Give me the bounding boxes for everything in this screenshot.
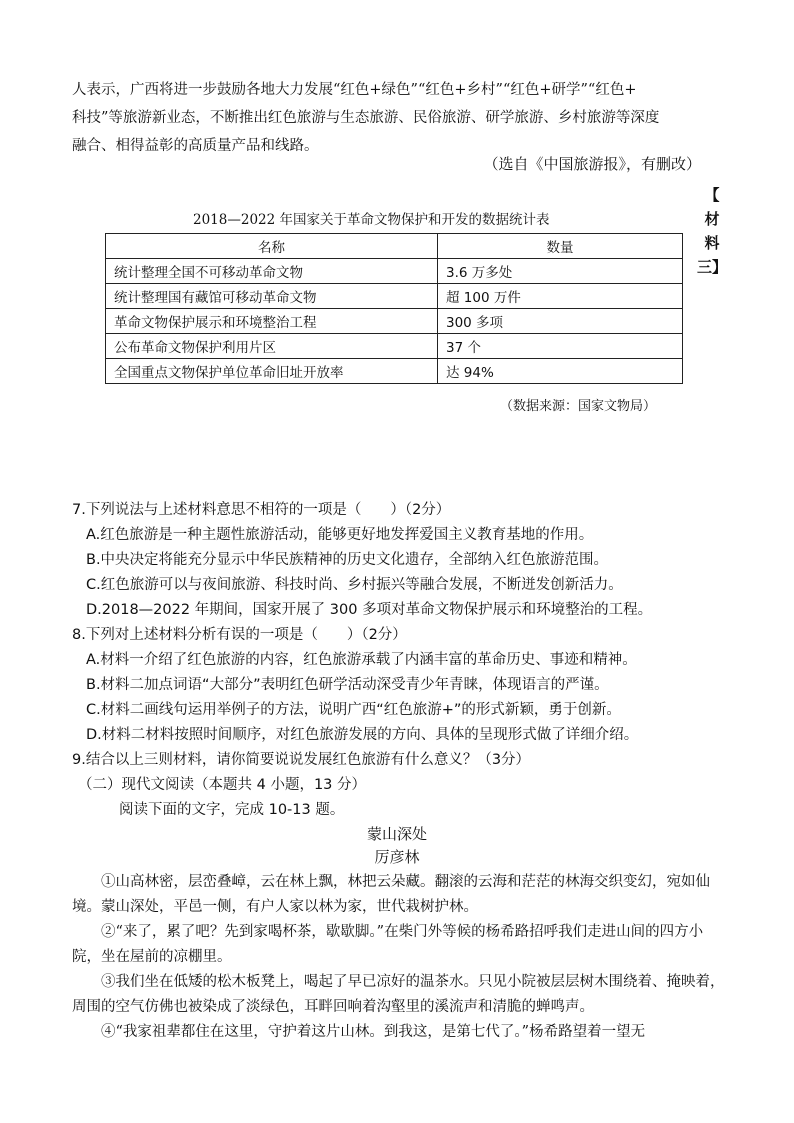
article-source: （选自《中国旅游报》，有删改）: [483, 155, 701, 173]
section-heading: （二）现代文阅读（本题共 4 小题，13 分）: [78, 777, 367, 793]
article-paragraph-1: ①山高林密，层峦叠嶂，云在林上飘，林把云朵藏。翻滚的云海和茫茫的林海交织变幻，宛如仙境。蒙山深处，平邑一侧，有户人家以林为家，世代栽树护林。: [72, 874, 710, 915]
intro-line-3: 融合、相得益彰的高质量产品和线路。: [72, 138, 319, 154]
intro-line-2: 科技”等旅游新业态，不断推出红色旅游与生态旅游、民俗旅游、研学旅游、乡村旅游等深度: [72, 110, 660, 126]
article-author: 厉彦林: [374, 848, 420, 866]
statistics-table: [105, 233, 683, 384]
article-title: 蒙山深处: [366, 825, 427, 843]
table-cell-quantity: 达 94%: [438, 359, 683, 384]
question-8-option-a: A.材料一介绍了红色旅游的内容，红色旅游承载了内涵丰富的革命历史、事迹和精神。: [86, 652, 637, 668]
table-title: 2018—2022 年国家关于革命文物保护和开发的数据统计表: [193, 212, 550, 228]
data-source: （数据来源：国家文物局）: [500, 399, 657, 414]
table-row: [106, 259, 683, 284]
table-cell-name: 统计整理国有藏馆可移动革命文物: [106, 284, 438, 309]
table-header-quantity: 数量: [438, 234, 683, 259]
material-label-char: 材: [704, 210, 720, 228]
table-row: [106, 334, 683, 359]
table-cell-name: 全国重点文物保护单位革命旧址开放率: [106, 359, 438, 384]
table-header-name: 名称: [106, 234, 438, 259]
question-7-option-a: A.红色旅游是一种主题性旅游活动，能够更好地发挥爱国主义教育基地的作用。: [86, 527, 594, 543]
material-label-char: 【: [704, 186, 720, 204]
table-row: [106, 284, 683, 309]
question-7-option-b: B.中央决定将能充分显示中华民族精神的历史文化遗存，全部纳入红色旅游范围。: [86, 552, 609, 568]
material-label-char: 三】: [697, 258, 728, 276]
table-cell-quantity: 37 个: [438, 334, 683, 359]
table-cell-quantity: 3.6 万多处: [438, 259, 683, 284]
question-7-option-d: D.2018—2022 年期间，国家开展了 300 多项对革命文物保护展示和环境整治的工程。: [86, 602, 653, 618]
question-7-option-c: C.红色旅游可以与夜间旅游、科技时尚、乡村振兴等融合发展，不断迸发创新活力。: [86, 577, 623, 593]
question-9: 9.结合以上三则材料，请你简要说说发展红色旅游有什么意义？（3分）: [72, 752, 531, 768]
question-8-option-d: D.材料二材料按照时间顺序，对红色旅游发展的方向、具体的呈现形式做了详细介绍。: [86, 727, 639, 743]
question-8-option-b: B.材料二加点词语“大部分”表明红色研学活动深受青少年青睐，体现语言的严谨。: [86, 677, 609, 693]
table-header-row: [106, 234, 683, 259]
question-8-option-c: C.材料二画线句运用举例子的方法，说明广西“红色旅游+”的形式新颖，勇于创新。: [86, 702, 621, 718]
section-instruction: 阅读下面的文字，完成 10-13 题。: [119, 802, 345, 818]
article-paragraph-3: ③我们坐在低矮的松木板凳上，喝起了早已凉好的温茶水。只见小院被层层树木围绕着、掩映着，周围的空气仿佛也被染成了淡绿色，耳畔回响着沟壑里的溪流声和清脆的蝉鸣声。: [72, 974, 725, 1015]
intro-line-1: 人表示，广西将进一步鼓励各地大力发展“红色+绿色”“红色+乡村”“红色+研学”“红色+: [72, 82, 637, 98]
table-cell-name: 公布革命文物保护利用片区: [106, 334, 438, 359]
table-cell-name: 革命文物保护展示和环境整治工程: [106, 309, 438, 334]
table-cell-name: 统计整理全国不可移动革命文物: [106, 259, 438, 284]
question-8: 8.下列对上述材料分析有误的一项是（ ）（2分）: [72, 627, 407, 643]
article-paragraph-2: ②“来了，累了吧？先到家喝杯茶，歇歇脚。”在柴门外等候的杨希路招呼我们走进山间的四方小院，坐在屋前的凉棚里。: [72, 924, 704, 965]
table-cell-quantity: 300 多项: [438, 309, 683, 334]
table-row: [106, 309, 683, 334]
table-row: [106, 359, 683, 384]
material-label-char: 料: [704, 234, 720, 252]
article-paragraph-4: ④“我家祖辈都住在这里，守护着这片山林。到我这，是第七代了。”杨希路望着一望无: [101, 1024, 646, 1040]
material-three-label: [697, 183, 727, 279]
question-7: 7.下列说法与上述材料意思不相符的一项是（ ）（2分）: [72, 502, 451, 518]
table-cell-quantity: 超 100 万件: [438, 284, 683, 309]
